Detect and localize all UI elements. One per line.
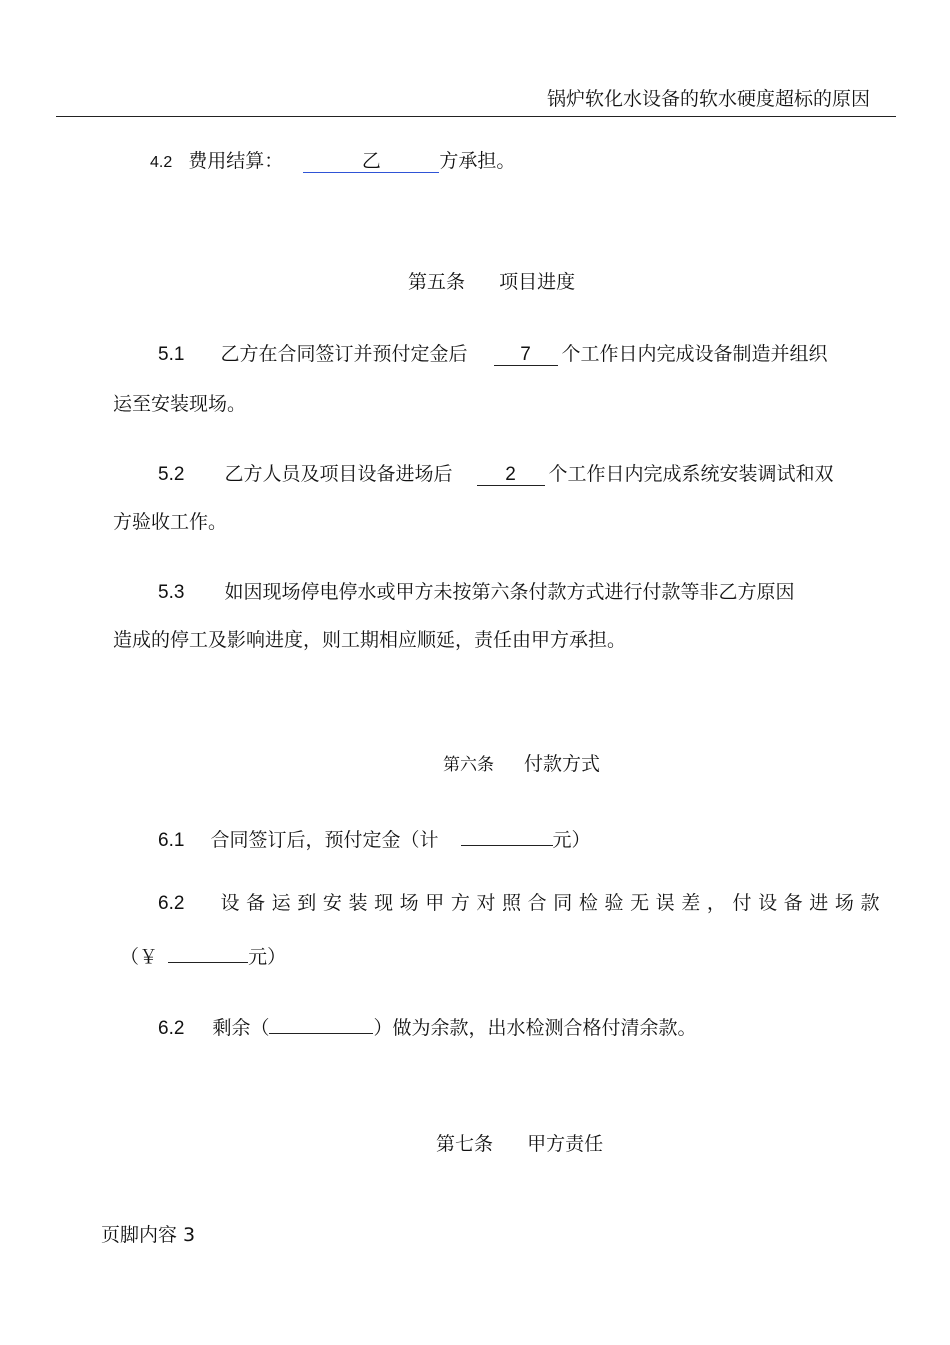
clause-text: 元） xyxy=(552,829,591,851)
article-name: 付款方式 xyxy=(524,753,601,775)
clause-number: 6.1 xyxy=(158,830,185,851)
clause-number: 5.2 xyxy=(158,464,185,485)
header-title: 锅炉软化水设备的软水硬度超标的原因 xyxy=(546,88,870,110)
article-number: 第七条 xyxy=(436,1133,494,1155)
clause-5-1-line2: 运至安装现场。 xyxy=(113,393,247,415)
clause-6-2a-line2 xyxy=(120,942,286,967)
header-rule xyxy=(56,116,896,117)
clause-label: 费用结算： xyxy=(188,150,284,172)
fill-in-blank: 乙 xyxy=(303,152,439,173)
clause-text: 剩余（ xyxy=(212,1017,270,1039)
fill-in-blank: 2 xyxy=(477,465,545,486)
clause-5-3 xyxy=(158,583,794,602)
fill-in-blank: 7 xyxy=(494,345,558,366)
page-footer: 页脚内容 3 xyxy=(101,1224,196,1246)
clause-text: 合同签订后，预付定金（计 xyxy=(210,829,439,851)
clause-6-2a xyxy=(158,894,886,913)
clause-number: 5.1 xyxy=(158,344,185,365)
clause-text: 乙方人员及项目设备进场后 xyxy=(224,463,453,485)
clause-text: 个工作日内完成设备制造并组织 xyxy=(561,343,828,365)
clause-6-1 xyxy=(158,825,591,850)
clause-text: ）做为余款，出水检测合格付清余款。 xyxy=(373,1017,697,1039)
clause-text: 如因现场停电停水或甲方未按第六条付款方式进行付款等非乙方原因 xyxy=(224,581,795,603)
article-heading xyxy=(436,1135,603,1154)
fill-in-blank xyxy=(168,942,248,963)
clause-text: 设备运到安装现场甲方对照合同检验无误差，付设备进场款 xyxy=(220,892,887,914)
clause-5-1 xyxy=(158,345,828,366)
article-name: 甲方责任 xyxy=(527,1133,604,1155)
article-number: 第六条 xyxy=(443,755,494,775)
article-heading xyxy=(408,273,575,292)
article-number: 第五条 xyxy=(408,271,466,293)
clause-5-2-line2: 方验收工作。 xyxy=(113,511,228,533)
fill-in-blank xyxy=(461,825,553,846)
clause-number: 5.3 xyxy=(158,582,185,603)
clause-4-2 xyxy=(150,152,515,173)
clause-number: 4.2 xyxy=(150,154,173,171)
clause-text: 方承担。 xyxy=(439,150,516,172)
article-heading xyxy=(443,755,600,774)
article-name: 项目进度 xyxy=(499,271,576,293)
clause-number: 6.2 xyxy=(158,1018,185,1039)
clause-text: （￥ xyxy=(120,946,159,968)
clause-number: 6.2 xyxy=(158,893,185,914)
clause-text: 元） xyxy=(248,946,287,968)
clause-text: 个工作日内完成系统安装调试和双 xyxy=(548,463,834,485)
clause-5-3-line2: 造成的停工及影响进度，则工期相应顺延，责任由甲方承担。 xyxy=(113,629,627,651)
clause-5-2 xyxy=(158,465,834,486)
clause-6-2b xyxy=(158,1013,697,1038)
fill-in-blank xyxy=(269,1013,373,1034)
clause-text: 乙方在合同签订并预付定金后 xyxy=(220,343,468,365)
